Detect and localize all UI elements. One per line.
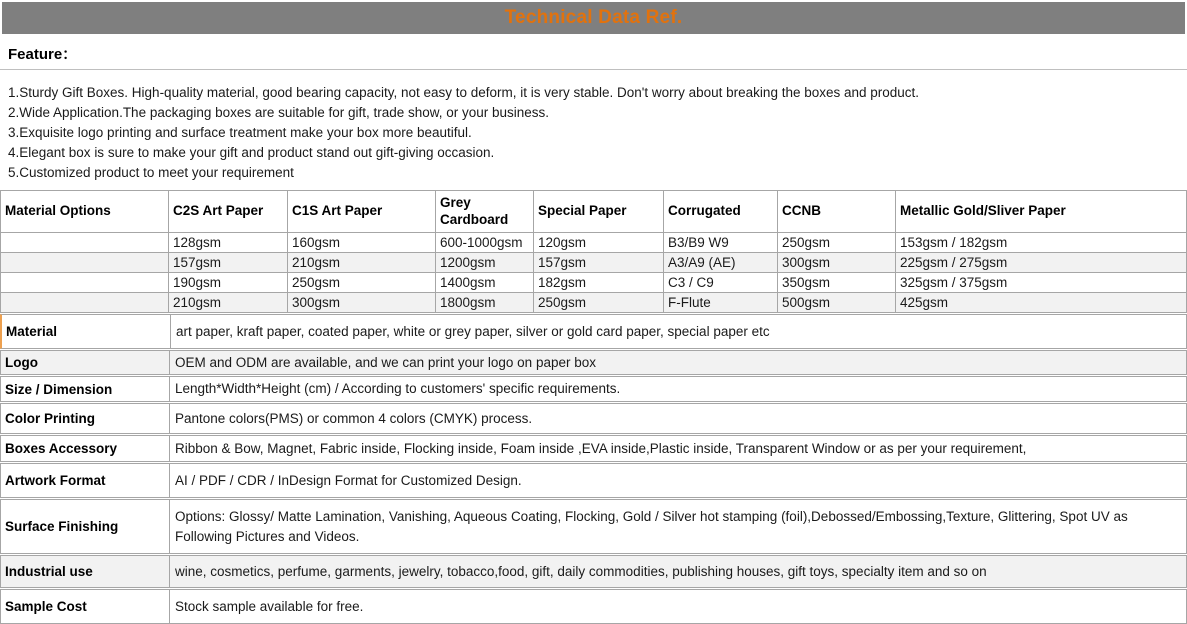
spec-label: Surface Finishing: [1, 500, 170, 553]
table-cell: [1, 253, 169, 273]
table-cell: 153gsm / 182gsm: [896, 233, 1187, 253]
feature-list: [0, 70, 1187, 183]
spec-row-sample-cost: [0, 589, 1187, 624]
feature-item: 2.Wide Application.The packaging boxes are suitable for gift, trade show, or your business.: [8, 105, 550, 120]
table-cell: 128gsm: [169, 233, 288, 253]
spec-value: OEM and ODM are available, and we can print your logo on paper box: [175, 354, 596, 370]
spec-label: Artwork Format: [1, 464, 170, 497]
table-cell: 210gsm: [288, 253, 436, 273]
table-row: [1, 233, 1187, 253]
spec-row-surface-finishing: [0, 499, 1187, 554]
spec-row-artwork-format: [0, 463, 1187, 498]
spec-row-size-dimension: [0, 376, 1187, 402]
table-cell: 1400gsm: [436, 273, 534, 293]
spec-rows: [0, 314, 1187, 624]
column-header: C1S Art Paper: [288, 191, 436, 233]
spec-label: Industrial use: [1, 556, 170, 587]
table-cell: 157gsm: [534, 253, 664, 273]
spec-value: Options: Glossy/ Matte Lamination, Vanishing, Aqueous Coating, Flocking, Gold / Silver hot stamping (foil),Debossed/Embossing,Texture, Glittering, Spot UV as Following Pictures and Videos.: [175, 508, 1128, 544]
page-title: Technical Data Ref.: [504, 7, 683, 28]
column-header: C2S Art Paper: [169, 191, 288, 233]
table-cell: 190gsm: [169, 273, 288, 293]
table-cell: 425gsm: [896, 293, 1187, 313]
spec-label: Size / Dimension: [1, 377, 170, 401]
spec-row-color-printing: [0, 403, 1187, 434]
spec-value: Stock sample available for free.: [175, 598, 364, 614]
table-cell: 160gsm: [288, 233, 436, 253]
table-cell: [1, 293, 169, 313]
table-cell: 1200gsm: [436, 253, 534, 273]
table-cell: 350gsm: [778, 273, 896, 293]
spec-row-material: [0, 314, 1187, 349]
table-cell: [1, 233, 169, 253]
column-header: Corrugated: [664, 191, 778, 233]
table-cell: [1, 273, 169, 293]
table-cell: 500gsm: [778, 293, 896, 313]
material-options-table: [0, 190, 1187, 313]
table-row: [1, 273, 1187, 293]
feature-item: 3.Exquisite logo printing and surface treatment make your box more beautiful.: [8, 125, 472, 140]
table-cell: 225gsm / 275gsm: [896, 253, 1187, 273]
table-cell: A3/A9 (AE): [664, 253, 778, 273]
table-cell: 300gsm: [288, 293, 436, 313]
spec-value: Ribbon & Bow, Magnet, Fabric inside, Flocking inside, Foam inside ,EVA inside,Plastic inside, Transparent Window or as per your requirement,: [175, 440, 1027, 456]
spec-value: wine, cosmetics, perfume, garments, jewelry, tobacco,food, gift, daily commodities, publishing houses, gift toys, specialty item and so on: [175, 563, 987, 579]
spec-label: Sample Cost: [1, 590, 170, 623]
spec-label: Logo: [1, 351, 170, 374]
spec-row-boxes-accessory: [0, 435, 1187, 462]
table-header-row: [1, 191, 1187, 233]
table-cell: F-Flute: [664, 293, 778, 313]
table-cell: 600-1000gsm: [436, 233, 534, 253]
table-cell: 157gsm: [169, 253, 288, 273]
table-cell: B3/B9 W9: [664, 233, 778, 253]
table-cell: 300gsm: [778, 253, 896, 273]
table-row: [1, 253, 1187, 273]
spec-value: Pantone colors(PMS) or common 4 colors (CMYK) process.: [175, 410, 533, 426]
spec-value: AI / PDF / CDR / InDesign Format for Customized Design.: [175, 472, 522, 488]
spec-label: Material: [2, 315, 171, 348]
table-cell: 250gsm: [534, 293, 664, 313]
feature-item: 1.Sturdy Gift Boxes. High-quality material, good bearing capacity, not easy to deform, it is very stable. Don't worry about breaking the boxes and product.: [8, 85, 920, 100]
spec-value: Length*Width*Height (cm) / According to customers' specific requirements.: [175, 381, 621, 396]
table-cell: 210gsm: [169, 293, 288, 313]
column-header: Metallic Gold/Sliver Paper: [896, 191, 1187, 233]
spec-label: Color Printing: [1, 404, 170, 433]
spec-value: art paper, kraft paper, coated paper, white or grey paper, silver or gold card paper, special paper etc: [176, 323, 770, 339]
spec-label: Boxes Accessory: [1, 436, 170, 461]
column-header: Material Options: [1, 191, 169, 233]
feature-heading: Feature：: [0, 34, 1187, 70]
feature-item: 4.Elegant box is sure to make your gift and product stand out gift-giving occasion.: [8, 145, 495, 160]
table-cell: C3 / C9: [664, 273, 778, 293]
spec-row-industrial-use: [0, 555, 1187, 588]
spec-row-logo: [0, 350, 1187, 375]
table-row: [1, 293, 1187, 313]
feature-item: 5.Customized product to meet your requirement: [8, 165, 294, 180]
column-header: CCNB: [778, 191, 896, 233]
table-cell: 250gsm: [288, 273, 436, 293]
table-cell: 182gsm: [534, 273, 664, 293]
title-bar: [2, 2, 1185, 34]
column-header: Grey Cardboard: [436, 191, 534, 233]
table-cell: 120gsm: [534, 233, 664, 253]
table-cell: 325gsm / 375gsm: [896, 273, 1187, 293]
table-cell: 250gsm: [778, 233, 896, 253]
column-header: Special Paper: [534, 191, 664, 233]
table-cell: 1800gsm: [436, 293, 534, 313]
